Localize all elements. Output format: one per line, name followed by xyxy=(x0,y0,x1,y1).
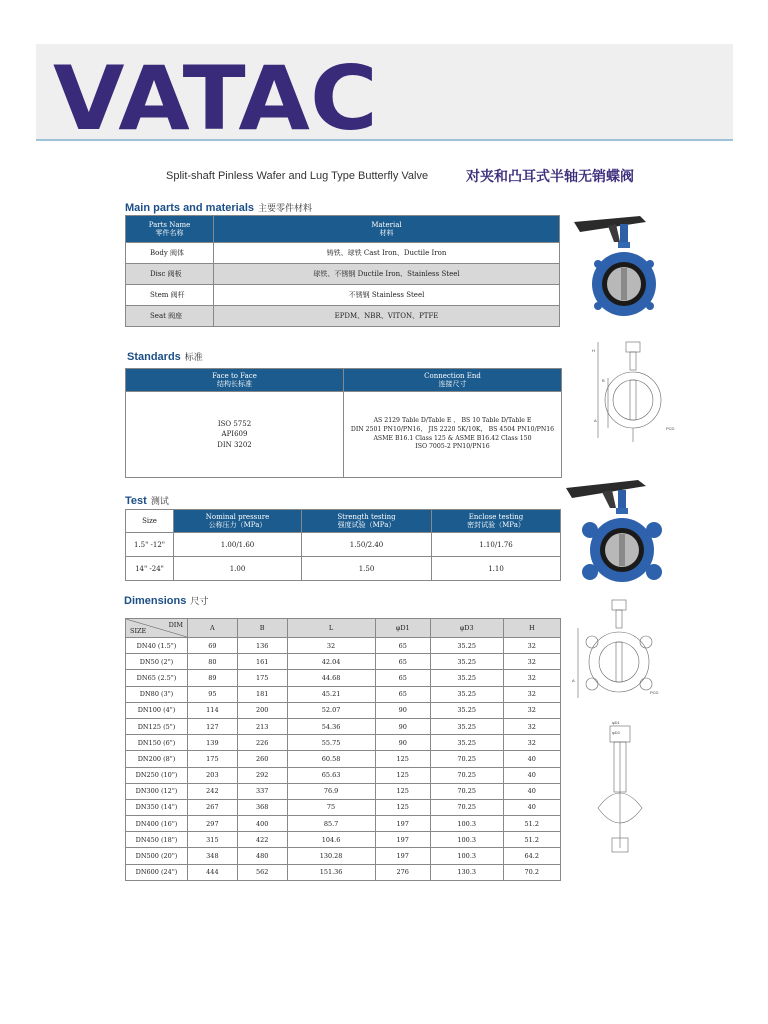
dimension-value-cell: 40 xyxy=(503,783,560,799)
dimension-value-cell: 292 xyxy=(237,767,287,783)
face-std: API609 xyxy=(221,430,248,439)
test-header-strength-en: Strength testing xyxy=(337,512,396,521)
dimension-row xyxy=(126,848,561,864)
dimension-value-cell: 70.25 xyxy=(430,799,503,815)
parts-title-cn: 主要零件材料 xyxy=(258,203,313,213)
standards-table xyxy=(125,368,562,478)
dimension-size-cell: DN200 (8") xyxy=(126,751,188,767)
parts-name-cell: Seat 阀座 xyxy=(126,306,214,327)
dimension-value-cell: 348 xyxy=(188,848,238,864)
dimension-value-cell: 32 xyxy=(503,718,560,734)
dimension-size-cell: DN500 (20") xyxy=(126,848,188,864)
dimension-value-cell: 89 xyxy=(188,670,238,686)
dimension-value-cell: 52.07 xyxy=(287,702,375,718)
lug-valve-drawing xyxy=(570,598,670,710)
dimension-size-cell: DN400 (16") xyxy=(126,816,188,832)
dimension-row xyxy=(126,654,561,670)
dimension-value-cell: 32 xyxy=(287,638,375,654)
dimension-value-cell: 151.36 xyxy=(287,864,375,880)
dimension-value-cell: 90 xyxy=(375,702,430,718)
dimensions-body xyxy=(126,638,561,881)
label-pcd: PCD xyxy=(666,426,675,431)
dimension-size-cell: DN300 (12") xyxy=(126,783,188,799)
test-title-en: Test xyxy=(125,495,147,507)
dimension-value-cell: 51.2 xyxy=(503,832,560,848)
parts-header-name xyxy=(126,216,214,243)
valve-section-drawing xyxy=(590,718,650,868)
dimension-size-cell: DN150 (6") xyxy=(126,735,188,751)
dimension-value-cell: 70.25 xyxy=(430,783,503,799)
dimension-value-cell: 130.3 xyxy=(430,864,503,880)
face-std: DIN 3202 xyxy=(217,440,252,449)
connection-std: DIN 2501 PN10/PN16， JIS 2220 5K/10K， BS 4504 PN10/PN16 xyxy=(350,425,555,433)
parts-header-material-cn: 材料 xyxy=(379,229,394,237)
parts-name-cell: Body 阀体 xyxy=(126,243,214,264)
dimension-value-cell: 444 xyxy=(188,864,238,880)
face-std: ISO 5752 xyxy=(217,420,252,429)
dimension-value-cell: 95 xyxy=(188,686,238,702)
dimension-value-cell: 175 xyxy=(188,751,238,767)
dimension-row xyxy=(126,799,561,815)
dimension-value-cell: 32 xyxy=(503,654,560,670)
dimension-value-cell: 242 xyxy=(188,783,238,799)
dim-corner-cell xyxy=(126,619,188,638)
test-header-nominal-cn: 公称压力（MPa） xyxy=(208,521,267,529)
test-cell: 1.00 xyxy=(174,557,302,581)
parts-table xyxy=(125,215,560,327)
test-cell: 1.50 xyxy=(302,557,432,581)
label-d1: φD1 xyxy=(612,720,620,725)
dimension-value-cell: 139 xyxy=(188,735,238,751)
dimension-value-cell: 197 xyxy=(375,832,430,848)
standards-header-face-cn: 结构长标准 xyxy=(217,380,252,388)
wafer-valve-drawing xyxy=(590,338,680,448)
dimension-value-cell: 70.2 xyxy=(503,864,560,880)
standards-title-en: Standards xyxy=(127,351,181,363)
dimension-value-cell: 32 xyxy=(503,735,560,751)
dimensions-title-en: Dimensions xyxy=(124,595,187,607)
test-cell: 1.5" -12" xyxy=(126,533,174,557)
dim-col-header: B xyxy=(237,619,287,638)
dimension-value-cell: 35.25 xyxy=(430,670,503,686)
test-cell: 14" -24" xyxy=(126,557,174,581)
dimension-value-cell: 40 xyxy=(503,799,560,815)
dimension-row xyxy=(126,864,561,880)
parts-title-en: Main parts and materials xyxy=(125,202,254,214)
dimension-value-cell: 35.25 xyxy=(430,735,503,751)
dimension-value-cell: 125 xyxy=(375,751,430,767)
dimension-value-cell: 100.3 xyxy=(430,848,503,864)
dimension-value-cell: 125 xyxy=(375,767,430,783)
dimension-value-cell: 70.25 xyxy=(430,751,503,767)
test-header-enclose xyxy=(432,510,561,533)
parts-material-cell: 铸铁、球铁 Cast Iron、Ductile Iron xyxy=(214,243,560,264)
dimension-value-cell: 422 xyxy=(237,832,287,848)
dimensions-section-title xyxy=(124,594,208,607)
face-to-face-cell xyxy=(126,392,344,478)
parts-material-cell: 不锈钢 Stainless Steel xyxy=(214,285,560,306)
dimension-value-cell: 65 xyxy=(375,670,430,686)
dimension-value-cell: 127 xyxy=(188,718,238,734)
parts-name-cell: Disc 阀板 xyxy=(126,264,214,285)
dimension-value-cell: 90 xyxy=(375,718,430,734)
test-header-size: Size xyxy=(126,510,174,533)
dimension-value-cell: 136 xyxy=(237,638,287,654)
dimension-value-cell: 297 xyxy=(188,816,238,832)
brand-logo: VATAC xyxy=(53,47,378,150)
dimension-value-cell: 337 xyxy=(237,783,287,799)
standards-header-face xyxy=(126,369,344,392)
test-header-nominal-en: Nominal pressure xyxy=(205,512,270,521)
dimension-value-cell: 368 xyxy=(237,799,287,815)
parts-material-cell: EPDM、NBR、VITON、PTFE xyxy=(214,306,560,327)
connection-end-cell xyxy=(344,392,562,478)
dimension-size-cell: DN50 (2") xyxy=(126,654,188,670)
dimension-value-cell: 125 xyxy=(375,799,430,815)
dimensions-table xyxy=(125,618,561,881)
test-header-enclose-cn: 密封试验（MPa） xyxy=(467,521,525,529)
standards-header-connection-cn: 连接尺寸 xyxy=(438,380,467,388)
dimension-size-cell: DN350 (14") xyxy=(126,799,188,815)
parts-header-material-en: Material xyxy=(371,220,402,229)
standards-header-face-en: Face to Face xyxy=(212,371,257,380)
dimension-value-cell: 32 xyxy=(503,702,560,718)
dimension-row xyxy=(126,816,561,832)
dimension-value-cell: 65 xyxy=(375,638,430,654)
connection-std: ISO 7005-2 PN10/PN16 xyxy=(415,443,490,451)
dimension-value-cell: 226 xyxy=(237,735,287,751)
connection-std: AS 2129 Table D/Table E ， BS 10 Table D/Table E xyxy=(373,416,532,424)
standards-section-title xyxy=(127,350,203,363)
test-cell: 1.10/1.76 xyxy=(432,533,561,557)
document-title-chinese: 对夹和凸耳式半轴无销蝶阀 xyxy=(466,169,634,185)
dim-col-header: A xyxy=(188,619,238,638)
dimension-value-cell: 85.7 xyxy=(287,816,375,832)
dimension-size-cell: DN40 (1.5") xyxy=(126,638,188,654)
dimension-value-cell: 76.9 xyxy=(287,783,375,799)
dimensions-title-cn: 尺寸 xyxy=(190,596,209,606)
test-row xyxy=(126,533,561,557)
dimension-row xyxy=(126,638,561,654)
test-cell: 1.00/1.60 xyxy=(174,533,302,557)
dimension-value-cell: 70.25 xyxy=(430,767,503,783)
parts-material-cell: 球铁、不锈钢 Ductile Iron、Stainless Steel xyxy=(214,264,560,285)
corner-dim-label: DIM xyxy=(168,621,183,629)
dimension-value-cell: 100.3 xyxy=(430,816,503,832)
wafer-valve-image xyxy=(568,212,668,324)
dimension-value-cell: 161 xyxy=(237,654,287,670)
dimension-value-cell: 65 xyxy=(375,654,430,670)
dimension-value-cell: 35.25 xyxy=(430,686,503,702)
dimension-row xyxy=(126,702,561,718)
dimension-value-cell: 32 xyxy=(503,670,560,686)
dimension-value-cell: 69 xyxy=(188,638,238,654)
dimension-value-cell: 32 xyxy=(503,686,560,702)
dimension-value-cell: 60.58 xyxy=(287,751,375,767)
test-row xyxy=(126,557,561,581)
dimension-value-cell: 181 xyxy=(237,686,287,702)
dimension-value-cell: 315 xyxy=(188,832,238,848)
dim-col-header: φD1 xyxy=(375,619,430,638)
standards-title-cn: 标准 xyxy=(184,352,203,362)
dimension-value-cell: 64.2 xyxy=(503,848,560,864)
test-section-title xyxy=(125,494,169,507)
label-a: A xyxy=(594,418,597,423)
lug-valve-image xyxy=(562,478,672,590)
test-cell: 1.50/2.40 xyxy=(302,533,432,557)
test-table xyxy=(125,509,561,581)
dimension-value-cell: 54.36 xyxy=(287,718,375,734)
dimension-size-cell: DN65 (2.5") xyxy=(126,670,188,686)
dimension-size-cell: DN80 (3") xyxy=(126,686,188,702)
dimension-value-cell: 197 xyxy=(375,816,430,832)
connection-std: ASME B16.1 Class 125 & ASME B16.42 Class 150 xyxy=(373,434,532,442)
parts-header-name-en: Parts Name xyxy=(148,220,191,229)
dimension-value-cell: 480 xyxy=(237,848,287,864)
standards-header-connection xyxy=(344,369,562,392)
dimension-size-cell: DN250 (10") xyxy=(126,767,188,783)
test-header-strength-cn: 强度试验（MPa） xyxy=(337,521,396,529)
label-h: H xyxy=(592,348,595,353)
dimension-value-cell: 32 xyxy=(503,638,560,654)
dimension-value-cell: 203 xyxy=(188,767,238,783)
dimension-value-cell: 35.25 xyxy=(430,638,503,654)
dimension-row xyxy=(126,670,561,686)
label-d3: φD3 xyxy=(612,730,620,735)
test-title-cn: 测试 xyxy=(150,496,169,506)
dimension-value-cell: 267 xyxy=(188,799,238,815)
dimension-value-cell: 80 xyxy=(188,654,238,670)
dimension-value-cell: 104.6 xyxy=(287,832,375,848)
label-b: B xyxy=(602,378,605,383)
dimension-row xyxy=(126,735,561,751)
dimension-value-cell: 35.25 xyxy=(430,654,503,670)
dimension-value-cell: 175 xyxy=(237,670,287,686)
corner-size-label: SIZE xyxy=(130,627,147,635)
dimension-row xyxy=(126,686,561,702)
dimension-value-cell: 44.68 xyxy=(287,670,375,686)
dimension-value-cell: 51.2 xyxy=(503,816,560,832)
document-title: Split-shaft Pinless Wafer and Lug Type Butterfly Valve xyxy=(166,170,429,182)
dimension-size-cell: DN450 (18") xyxy=(126,832,188,848)
dimension-value-cell: 260 xyxy=(237,751,287,767)
dim-col-header: H xyxy=(503,619,560,638)
dimension-value-cell: 197 xyxy=(375,848,430,864)
dimension-row xyxy=(126,751,561,767)
label-a: A xyxy=(572,678,575,683)
dimension-row xyxy=(126,783,561,799)
dimension-value-cell: 114 xyxy=(188,702,238,718)
dimension-value-cell: 125 xyxy=(375,783,430,799)
test-cell: 1.10 xyxy=(432,557,561,581)
dimension-value-cell: 45.21 xyxy=(287,686,375,702)
dimension-row xyxy=(126,718,561,734)
dimension-value-cell: 35.25 xyxy=(430,718,503,734)
dimension-value-cell: 65.63 xyxy=(287,767,375,783)
parts-section-title xyxy=(125,201,312,214)
dimension-value-cell: 65 xyxy=(375,686,430,702)
parts-header-name-cn: 零件名称 xyxy=(155,229,184,237)
dimension-value-cell: 35.25 xyxy=(430,702,503,718)
dimension-row xyxy=(126,832,561,848)
dimension-value-cell: 40 xyxy=(503,751,560,767)
dimension-value-cell: 130.28 xyxy=(287,848,375,864)
standards-header-connection-en: Connection End xyxy=(424,371,481,380)
dimension-value-cell: 276 xyxy=(375,864,430,880)
dimension-size-cell: DN600 (24") xyxy=(126,864,188,880)
parts-header-material xyxy=(214,216,560,243)
dimension-size-cell: DN100 (4") xyxy=(126,702,188,718)
dimension-value-cell: 40 xyxy=(503,767,560,783)
label-pcd: PCD xyxy=(650,690,659,695)
dimension-value-cell: 100.3 xyxy=(430,832,503,848)
test-header-enclose-en: Enclose testing xyxy=(468,512,524,521)
dimension-value-cell: 562 xyxy=(237,864,287,880)
parts-name-cell: Stem 阀杆 xyxy=(126,285,214,306)
dimension-value-cell: 400 xyxy=(237,816,287,832)
dim-col-header: φD3 xyxy=(430,619,503,638)
dimension-row xyxy=(126,767,561,783)
dimension-value-cell: 90 xyxy=(375,735,430,751)
dimension-value-cell: 42.04 xyxy=(287,654,375,670)
dimension-value-cell: 75 xyxy=(287,799,375,815)
test-header-nominal xyxy=(174,510,302,533)
test-header-strength xyxy=(302,510,432,533)
dimension-size-cell: DN125 (5") xyxy=(126,718,188,734)
dimension-value-cell: 200 xyxy=(237,702,287,718)
dimension-value-cell: 55.75 xyxy=(287,735,375,751)
dim-col-header: L xyxy=(287,619,375,638)
dimension-value-cell: 213 xyxy=(237,718,287,734)
